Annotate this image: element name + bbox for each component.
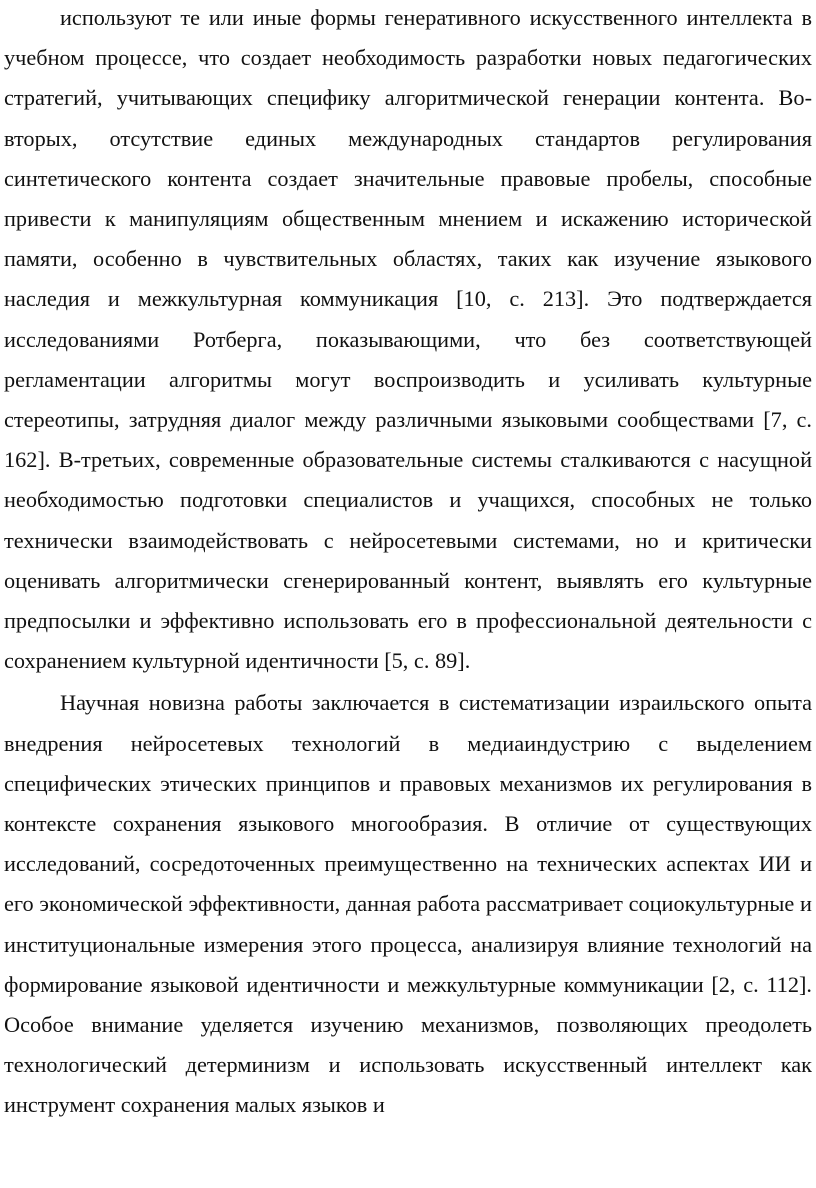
paragraph-scientific-novelty: Научная новизна работы заключается в систематизации израильского опыта внедрения нейросетевых технологий в медиаиндустрию с выделением специфических этических принципов и правовых механизмов их регулирования в контексте сохранения языкового многообразия. В отличие от существующих исследований, сосредоточенных преимущественно на технических аспектах ИИ и его экономической эффективности, данная работа рассматривает социокультурные и институциональные измерения этого процесса, анализируя влияние технологий на формирование языковой идентичности и межкультурные коммуникации [2, с. 112]. Особое внимание уделяется изучению механизмов, позволяющих преодолеть технологический детерминизм и использовать искусственный интеллект как инструмент сохранения малых языков и — [4, 690, 812, 1118]
paragraph-continuation: используют те или иные формы генеративного искусственного интеллекта в учебном процессе, что создает необходимость разработки новых педагогических стратегий, учитывающих специфику алгоритмической генерации контента. Во-вторых, отсутствие единых международных стандартов регулирования синтетического контента создает значительные правовые пробелы, способные привести к манипуляциям общественным мнением и искажению исторической памяти, особенно в чувствительных областях, таких как изучение языкового наследия и межкультурная коммуникация [10, с. 213]. Это подтверждается исследованиями Ротберга, показывающими, что без соответствующей регламентации алгоритмы могут воспроизводить и усиливать культурные стереотипы, затрудняя диалог между различными языковыми сообществами [7, с. 162]. В-третьих, современные образовательные системы сталкиваются с насущной необходимостью подготовки специалистов и учащихся, способных не только технически взаимодействовать с нейросетевыми системами, но и критически оценивать алгоритмически сгенерированный контент, выявлять его культурные предпосылки и эффективно использовать его в профессиональной деятельности с сохранением культурной идентичности [5, с. 89]. — [4, 5, 812, 674]
